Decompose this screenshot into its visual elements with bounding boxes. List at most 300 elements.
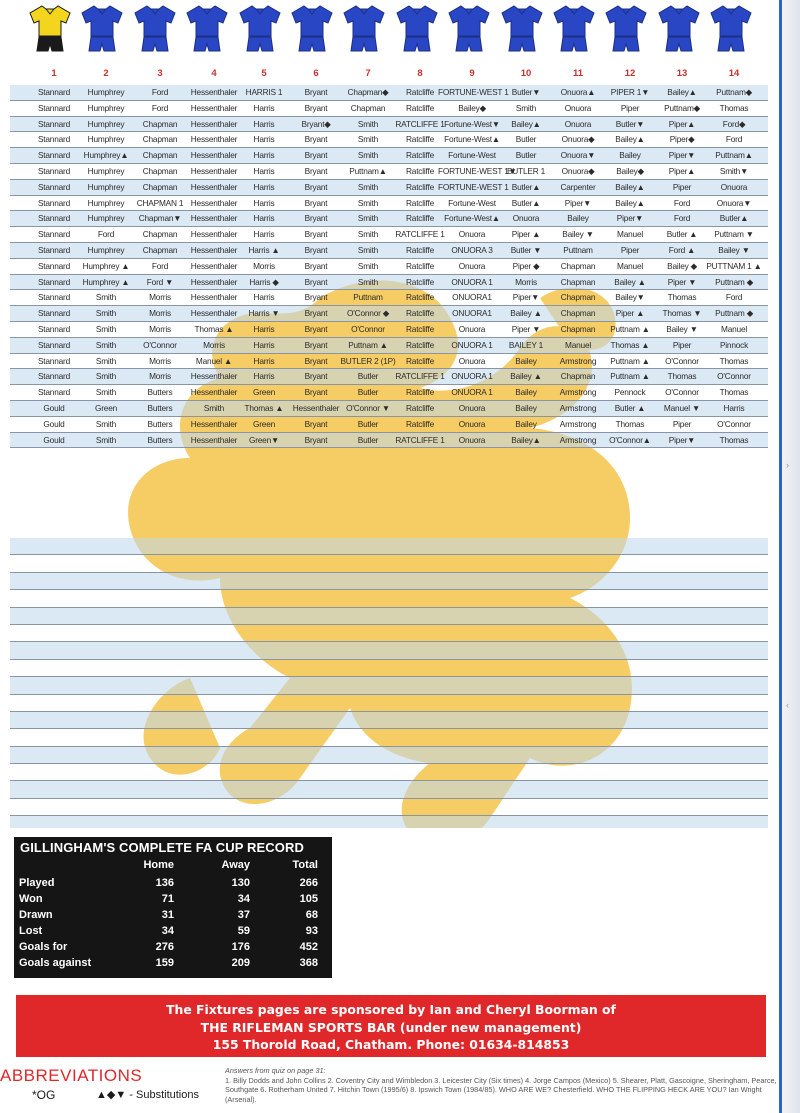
record-row bbox=[14, 941, 332, 957]
player-cell: Armstrong bbox=[559, 355, 597, 366]
player-cell: Armstrong bbox=[559, 418, 597, 429]
player-cell: Ratcliffe bbox=[405, 292, 435, 303]
player-cell: Smith bbox=[357, 134, 379, 145]
quiz-answers bbox=[225, 1066, 780, 1105]
player-cell: Humphrey ▲ bbox=[82, 276, 130, 287]
column-number: 1 bbox=[51, 68, 57, 79]
player-cell: Bryant bbox=[304, 87, 328, 97]
record-row bbox=[14, 893, 332, 909]
player-cell: Piper ▼ bbox=[511, 323, 541, 334]
player-cell: Humphrey bbox=[87, 87, 125, 97]
player-cell: Butters bbox=[147, 387, 173, 398]
player-cell: Humphrey bbox=[87, 213, 125, 224]
player-cell: Humphrey bbox=[87, 181, 125, 192]
player-cell: Smith bbox=[357, 181, 379, 192]
player-cell: Thomas ▲ bbox=[194, 323, 234, 334]
player-cell: Harris bbox=[253, 197, 275, 208]
player-cell: Chapman bbox=[142, 229, 178, 240]
player-cell: ONUORA1 bbox=[452, 308, 492, 319]
player-cell: Manuel bbox=[564, 339, 591, 350]
player-cell: Ratcliffe bbox=[405, 150, 435, 161]
sponsor-line-2: THE RIFLEMAN SPORTS BAR (under new management) bbox=[200, 1019, 582, 1035]
player-cell: Harris bbox=[253, 323, 275, 334]
player-cell: Bryant bbox=[304, 292, 328, 303]
lineup-row bbox=[10, 322, 768, 338]
blank-row bbox=[10, 660, 768, 677]
player-cell: Bailey bbox=[567, 213, 589, 224]
player-cell: Stannard bbox=[37, 213, 71, 224]
player-cell: Butler▲ bbox=[511, 181, 541, 192]
record-home: 31 bbox=[161, 909, 174, 921]
outfield-kit-icon bbox=[657, 4, 701, 54]
blank-row bbox=[10, 590, 768, 607]
lineup-row bbox=[10, 385, 768, 401]
blank-row bbox=[10, 712, 768, 729]
player-cell: FORTUNE-WEST 1 bbox=[438, 181, 509, 192]
player-cell: Puttnam ▲ bbox=[610, 323, 650, 334]
blank-row bbox=[10, 695, 768, 712]
player-cell: Smith bbox=[357, 276, 379, 287]
player-cell: Bryant bbox=[304, 418, 328, 429]
blank-row bbox=[10, 729, 768, 746]
player-cell: Smith bbox=[95, 434, 117, 445]
player-cell: Gould bbox=[43, 434, 65, 445]
player-cell: Manuel ▼ bbox=[663, 402, 701, 413]
player-cell: Armstrong bbox=[559, 402, 597, 413]
outfield-kit-icon bbox=[552, 4, 596, 54]
player-cell: O'Connor ◆ bbox=[347, 308, 389, 319]
player-cell: Morris bbox=[515, 276, 537, 287]
own-goal-key: *OG bbox=[32, 1088, 56, 1102]
player-cell: Hessenthaler bbox=[190, 150, 238, 161]
player-cell: Puttnam▲ bbox=[715, 150, 753, 161]
record-home: 34 bbox=[161, 925, 174, 937]
player-cell: Butler ▼ bbox=[510, 244, 542, 255]
player-cell: Piper▼ bbox=[616, 213, 644, 224]
player-cell: Stannard bbox=[37, 118, 71, 129]
record-row bbox=[14, 925, 332, 941]
player-cell: Bailey◆ bbox=[616, 165, 644, 176]
player-cell: Smith bbox=[357, 197, 379, 208]
blank-row bbox=[10, 816, 768, 828]
player-cell: Puttnam◆ bbox=[716, 87, 752, 97]
column-number: 14 bbox=[728, 68, 740, 79]
column-number: 13 bbox=[676, 68, 688, 79]
player-cell: CHAPMAN 1 bbox=[136, 197, 184, 208]
player-cell: ONUORA 3 bbox=[451, 244, 493, 255]
blank-row bbox=[10, 555, 768, 572]
player-cell: Humphrey ▲ bbox=[82, 260, 130, 271]
player-cell: ONUORA 1 bbox=[451, 339, 493, 350]
player-cell: Gould bbox=[43, 402, 65, 413]
record-away: 37 bbox=[237, 909, 250, 921]
record-away: 34 bbox=[237, 893, 250, 905]
player-cell: Smith bbox=[95, 292, 117, 303]
outfield-kit-icon bbox=[709, 4, 753, 54]
player-cell: Bryant bbox=[304, 181, 328, 192]
player-cell: BUTLER 1 bbox=[506, 165, 546, 176]
player-cell: Piper bbox=[672, 339, 692, 350]
lineup-row bbox=[10, 196, 768, 212]
player-cell: Butler bbox=[357, 371, 379, 382]
player-cell: Ford bbox=[151, 260, 169, 271]
column-number: 5 bbox=[261, 68, 267, 79]
player-cell: Piper▼ bbox=[668, 434, 696, 445]
blank-row bbox=[10, 538, 768, 555]
player-cell: Smith bbox=[357, 260, 379, 271]
player-cell: Stannard bbox=[37, 197, 71, 208]
player-cell: Bryant bbox=[304, 276, 328, 287]
player-cell: ONUORA 1 bbox=[451, 371, 493, 382]
player-cell: Puttnam ▲ bbox=[610, 371, 650, 382]
player-cell: Chapman bbox=[142, 165, 178, 176]
player-cell: Pinnock bbox=[719, 339, 749, 350]
player-cell: Bailey▼ bbox=[615, 292, 645, 303]
player-cell: Stannard bbox=[37, 229, 71, 240]
player-cell: Armstrong bbox=[559, 387, 597, 398]
lineup-row bbox=[10, 132, 768, 148]
player-cell: Piper bbox=[672, 418, 692, 429]
player-cell: Humphrey bbox=[87, 197, 125, 208]
player-cell: Hessenthaler bbox=[190, 213, 238, 224]
lineup-row bbox=[10, 85, 768, 101]
fa-cup-record-panel bbox=[14, 837, 332, 978]
player-cell: Piper ▼ bbox=[667, 276, 697, 287]
player-cell: Chapman bbox=[560, 276, 596, 287]
player-cell: Ford ▼ bbox=[146, 276, 174, 287]
outfield-kit-icon bbox=[238, 4, 282, 54]
player-cell: Butters bbox=[147, 418, 173, 429]
player-cell: ONUORA 1 bbox=[451, 387, 493, 398]
record-label: Lost bbox=[19, 925, 43, 937]
player-cell: Chapman bbox=[142, 181, 178, 192]
player-cell: Chapman bbox=[142, 134, 178, 145]
player-cell: Ratcliffe bbox=[405, 339, 435, 350]
player-cell: Onuora bbox=[458, 260, 486, 271]
outfield-kit-icon bbox=[395, 4, 439, 54]
record-row bbox=[14, 957, 332, 973]
player-cell: Stannard bbox=[37, 181, 71, 192]
player-cell: Harris ◆ bbox=[249, 276, 279, 287]
player-cell: FORTUNE-WEST 1 bbox=[438, 87, 509, 97]
player-cell: Piper▼ bbox=[564, 197, 592, 208]
player-cell: Bailey bbox=[515, 355, 537, 366]
record-header-away: Away bbox=[221, 859, 250, 871]
blank-row bbox=[10, 625, 768, 642]
player-cell: Piper▲ bbox=[668, 118, 696, 129]
player-cell: Ford bbox=[673, 213, 691, 224]
record-label: Goals against bbox=[19, 957, 92, 969]
record-header-total: Total bbox=[292, 859, 318, 871]
lineup-table bbox=[10, 85, 768, 448]
column-number: 2 bbox=[103, 68, 109, 79]
player-cell: Morris bbox=[149, 308, 171, 319]
player-cell: Pennock bbox=[614, 387, 646, 398]
player-cell: Fortune-West bbox=[448, 150, 496, 161]
sponsor-line-3: 155 Thorold Road, Chatham. Phone: 01634-814853 bbox=[212, 1037, 570, 1052]
team-sheet bbox=[10, 68, 768, 828]
player-cell: Piper bbox=[672, 181, 692, 192]
player-cell: Bailey ▲ bbox=[510, 308, 542, 319]
player-cell: Humphrey bbox=[87, 134, 125, 145]
player-cell: Ford◆ bbox=[722, 118, 746, 129]
player-cell: Ratcliffe bbox=[405, 355, 435, 366]
record-header-home: Home bbox=[143, 859, 174, 871]
player-cell: Stannard bbox=[37, 150, 71, 161]
player-cell: Ratcliffe bbox=[405, 87, 435, 97]
player-cell: Puttnam ◆ bbox=[715, 276, 753, 287]
player-cell: Green bbox=[252, 418, 276, 429]
player-cell: BAILEY 1 bbox=[508, 339, 544, 350]
player-cell: Thomas bbox=[667, 292, 697, 303]
player-cell: Ratcliffe bbox=[405, 244, 435, 255]
player-cell: Stannard bbox=[37, 134, 71, 145]
player-cell: Stannard bbox=[37, 244, 71, 255]
player-cell: Onuora bbox=[720, 181, 748, 192]
player-cell: Chapman bbox=[142, 118, 178, 129]
player-cell: Hessenthaler bbox=[190, 418, 238, 429]
player-cell: Piper ▲ bbox=[615, 308, 645, 319]
player-cell: Bryant bbox=[304, 213, 328, 224]
record-home: 71 bbox=[161, 893, 174, 905]
player-cell: Ford bbox=[725, 134, 743, 145]
player-cell: RATCLIFFE 1 bbox=[395, 229, 445, 240]
player-cell: Ford bbox=[151, 87, 169, 97]
substitutions-key: ▲◆▼ - Substitutions bbox=[96, 1089, 199, 1101]
column-number: 8 bbox=[417, 68, 423, 79]
player-cell: Hessenthaler bbox=[190, 260, 238, 271]
player-cell: Stannard bbox=[37, 165, 71, 176]
player-cell: Hessenthaler bbox=[190, 308, 238, 319]
player-cell: Puttnam◆ bbox=[664, 102, 700, 113]
player-cell: Bailey▲ bbox=[511, 434, 541, 445]
player-cell: Piper◆ bbox=[669, 134, 695, 145]
player-cell: Chapman▼ bbox=[138, 213, 182, 224]
record-label: Won bbox=[19, 893, 43, 905]
player-cell: Ratcliffe bbox=[405, 402, 435, 413]
player-cell: Butler▲ bbox=[719, 213, 749, 224]
player-cell: Hessenthaler bbox=[190, 87, 238, 97]
player-cell: Thomas bbox=[615, 418, 645, 429]
player-cell: Butler bbox=[357, 418, 379, 429]
record-label: Played bbox=[19, 877, 55, 889]
player-cell: Puttnam ◆ bbox=[715, 308, 753, 319]
player-cell: Hessenthaler bbox=[190, 118, 238, 129]
player-cell: Onuora▼ bbox=[560, 150, 596, 161]
player-cell: Onuora▲ bbox=[560, 87, 596, 97]
player-cell: RATCLIFFE 1 bbox=[395, 371, 445, 382]
player-cell: O'Connor bbox=[351, 323, 385, 334]
column-number: 12 bbox=[624, 68, 636, 79]
player-cell: Ratcliffe bbox=[405, 102, 435, 113]
player-cell: Bailey▲ bbox=[511, 118, 541, 129]
adjacent-page-edge bbox=[782, 0, 800, 1113]
record-home: 276 bbox=[155, 941, 174, 953]
column-number: 6 bbox=[313, 68, 319, 79]
player-cell: ONUORA1 bbox=[452, 292, 492, 303]
player-cell: Bryant bbox=[304, 355, 328, 366]
player-cell: Harris bbox=[723, 402, 745, 413]
player-cell: Hessenthaler bbox=[190, 244, 238, 255]
player-cell: Chapman bbox=[560, 308, 596, 319]
player-cell: Humphrey bbox=[87, 244, 125, 255]
player-cell: Piper ◆ bbox=[512, 260, 540, 271]
player-cell: Ratcliffe bbox=[405, 276, 435, 287]
player-cell: Ratcliffe bbox=[405, 181, 435, 192]
goalkeeper-kit-icon bbox=[28, 4, 72, 54]
record-row bbox=[14, 877, 332, 893]
player-cell: Bryant bbox=[304, 260, 328, 271]
player-cell: Thomas bbox=[719, 434, 749, 445]
player-cell: Smith▼ bbox=[719, 165, 749, 176]
player-cell: Harris bbox=[253, 339, 275, 350]
player-cell: Harris bbox=[253, 118, 275, 129]
player-cell: Bailey▲ bbox=[615, 197, 645, 208]
player-cell: Piper bbox=[620, 244, 640, 255]
player-cell: Harris bbox=[253, 355, 275, 366]
player-cell: Hessenthaler bbox=[190, 387, 238, 398]
outfield-kit-icon bbox=[342, 4, 386, 54]
player-cell: Harris ▼ bbox=[248, 308, 280, 319]
player-cell: Hessenthaler bbox=[190, 371, 238, 382]
player-cell: Ratcliffe bbox=[405, 323, 435, 334]
player-cell: Morris bbox=[149, 292, 171, 303]
outfield-kit-icon bbox=[447, 4, 491, 54]
player-cell: Harris bbox=[253, 371, 275, 382]
player-cell: Puttnam bbox=[563, 244, 593, 255]
player-cell: Fortune-West bbox=[448, 197, 496, 208]
player-cell: Smith bbox=[357, 118, 379, 129]
player-cell: Armstrong bbox=[559, 434, 597, 445]
player-cell: Harris bbox=[253, 229, 275, 240]
quiz-answers-text: 1. Billy Dodds and John Collins 2. Coventry City and Wimbledon 3. Leicester City (Six times) 4. Jorge Campos (Mexico) 5. Shearer, Platt, Gascoigne, Sheringham, Pearce, Southgate 6. Rotherham United 7. Hitchin Town (1995/6) 8. Ipswich Town (1984/85). WHO ARE WE? Chesterfield. WHO THE FLIPPING HECK ARE YOU? Ian Wright (Arsenal). bbox=[225, 1075, 777, 1105]
player-cell: Bryant bbox=[304, 229, 328, 240]
player-cell: Bryant bbox=[304, 434, 328, 445]
player-cell: Butler▼ bbox=[511, 87, 541, 97]
player-cell: Bryant bbox=[304, 308, 328, 319]
player-cell: Manuel ▲ bbox=[195, 355, 233, 366]
player-cell: Harris bbox=[253, 102, 275, 113]
player-cell: Onuora bbox=[458, 418, 486, 429]
sponsor-line-1: The Fixtures pages are sponsored by Ian and Cheryl Boorman of bbox=[166, 1002, 616, 1017]
player-cell: Manuel bbox=[616, 229, 643, 240]
player-cell: Thomas ▼ bbox=[662, 308, 702, 319]
player-cell: Bryant◆ bbox=[301, 118, 331, 129]
player-cell: Morris bbox=[203, 339, 225, 350]
player-cell: Puttnam bbox=[353, 292, 383, 303]
record-row bbox=[14, 909, 332, 925]
player-cell: Green bbox=[94, 402, 118, 413]
player-cell: Fortune-West▼ bbox=[444, 118, 500, 129]
column-number: 3 bbox=[157, 68, 163, 79]
player-cell: Hessenthaler bbox=[190, 102, 238, 113]
player-cell: ONUORA 1 bbox=[451, 276, 493, 287]
player-cell: Bailey bbox=[515, 418, 537, 429]
player-cell: Bailey▲ bbox=[615, 134, 645, 145]
player-cell: O'Connor▲ bbox=[609, 434, 651, 445]
lineup-row bbox=[10, 401, 768, 417]
lineup-row bbox=[10, 117, 768, 133]
player-cell: PIPER 1▼ bbox=[610, 87, 650, 97]
player-cell: Bailey bbox=[619, 150, 641, 161]
player-cell: Onuora bbox=[458, 229, 486, 240]
lineup-row bbox=[10, 227, 768, 243]
player-cell: Bailey ◆ bbox=[667, 260, 697, 271]
player-cell: Thomas bbox=[719, 355, 749, 366]
player-cell: Bailey◆ bbox=[458, 102, 486, 113]
player-cell: Bryant bbox=[304, 244, 328, 255]
player-cell: Stannard bbox=[37, 355, 71, 366]
player-cell: Bryant bbox=[304, 150, 328, 161]
blank-row bbox=[10, 642, 768, 659]
kit-icons-row bbox=[28, 4, 768, 56]
player-cell: Ford bbox=[151, 102, 169, 113]
player-cell: Bryant bbox=[304, 165, 328, 176]
column-numbers-header bbox=[10, 68, 768, 84]
outfield-kit-icon bbox=[185, 4, 229, 54]
player-cell: Gould bbox=[43, 418, 65, 429]
player-cell: Bailey ▲ bbox=[510, 371, 542, 382]
player-cell: Butler bbox=[515, 134, 537, 145]
player-cell: Smith bbox=[357, 150, 379, 161]
player-cell: Stannard bbox=[37, 102, 71, 113]
player-cell: Stannard bbox=[37, 308, 71, 319]
lineup-row bbox=[10, 369, 768, 385]
player-cell: Fortune-West▲ bbox=[444, 213, 500, 224]
player-cell: Smith bbox=[95, 339, 117, 350]
player-cell: Butters bbox=[147, 402, 173, 413]
player-cell: Hessenthaler bbox=[190, 229, 238, 240]
lineup-row bbox=[10, 306, 768, 322]
player-cell: Ratcliffe bbox=[405, 197, 435, 208]
lineup-row bbox=[10, 180, 768, 196]
lineup-row bbox=[10, 433, 768, 449]
blank-lineup-rows bbox=[10, 538, 768, 828]
player-cell: Butler ▲ bbox=[666, 229, 698, 240]
player-cell: Smith bbox=[357, 229, 379, 240]
player-cell: Hessenthaler bbox=[190, 165, 238, 176]
player-cell: Piper ▲ bbox=[511, 229, 541, 240]
player-cell: Morris bbox=[253, 260, 275, 271]
player-cell: O'Connor bbox=[665, 355, 699, 366]
player-cell: Smith bbox=[95, 371, 117, 382]
player-cell: O'Connor bbox=[143, 339, 177, 350]
player-cell: Harris bbox=[253, 213, 275, 224]
record-away: 59 bbox=[237, 925, 250, 937]
blank-row bbox=[10, 608, 768, 625]
player-cell: Harris bbox=[253, 134, 275, 145]
player-cell: Puttnam ▲ bbox=[348, 339, 388, 350]
player-cell: Bryant bbox=[304, 323, 328, 334]
player-cell: Butler bbox=[357, 387, 379, 398]
player-cell: Bailey▲ bbox=[667, 87, 697, 97]
player-cell: Thomas ▲ bbox=[244, 402, 284, 413]
margin-mark-icon: › bbox=[786, 460, 789, 470]
player-cell: Bryant bbox=[304, 197, 328, 208]
player-cell: Chapman◆ bbox=[347, 87, 389, 97]
player-cell: Stannard bbox=[37, 87, 71, 97]
player-cell: Bailey bbox=[515, 402, 537, 413]
player-cell: Bryant bbox=[304, 134, 328, 145]
player-cell: Butler bbox=[357, 434, 379, 445]
player-cell: Bryant bbox=[304, 387, 328, 398]
outfield-kit-icon bbox=[133, 4, 177, 54]
player-cell: Ratcliffe bbox=[405, 387, 435, 398]
player-cell: Butler bbox=[515, 150, 537, 161]
player-cell: Thomas bbox=[667, 371, 697, 382]
player-cell: Hessenthaler bbox=[190, 181, 238, 192]
player-cell: O'Connor bbox=[717, 418, 751, 429]
